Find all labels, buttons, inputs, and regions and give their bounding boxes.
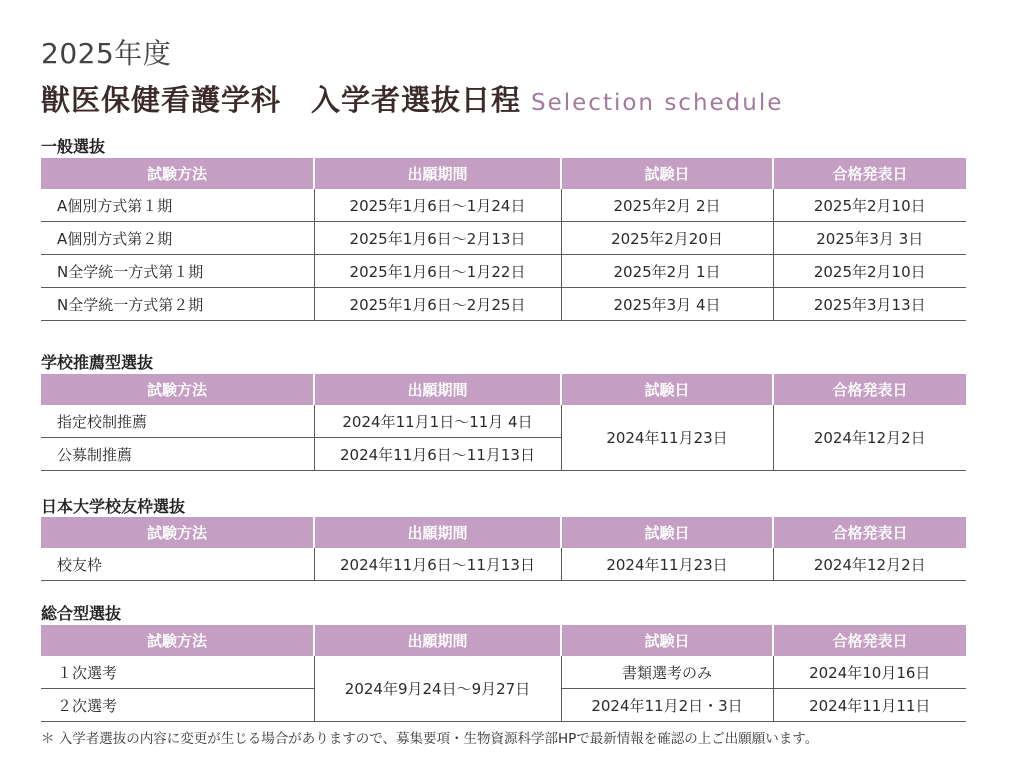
schedule-table-alumni xyxy=(41,517,966,581)
section-title-general: 一般選抜 xyxy=(41,137,106,156)
period-cell: 2024年11月1日〜11月 4日 xyxy=(314,405,561,438)
title-row xyxy=(41,78,783,119)
column-header-exam-date: 試験日 xyxy=(561,625,773,656)
method-cell: 校友枠 xyxy=(41,548,314,581)
exam-date-cell: 2024年11月2日・3日 xyxy=(561,689,773,722)
exam-date-cell: 2025年2月 2日 xyxy=(561,189,773,222)
schedule-table-comprehensive xyxy=(41,625,966,722)
table-row xyxy=(41,222,966,255)
column-header-period: 出願期間 xyxy=(314,158,561,189)
result-date-cell: 2025年2月10日 xyxy=(773,255,966,288)
section-title-comprehensive: 総合型選抜 xyxy=(41,604,122,623)
exam-date-cell: 2025年2月 1日 xyxy=(561,255,773,288)
period-cell: 2024年11月6日〜11月13日 xyxy=(314,438,561,471)
period-cell: 2024年9月24日〜9月27日 xyxy=(314,656,561,722)
section-title-alumni: 日本大学校友枠選抜 xyxy=(41,497,186,516)
column-header-result-date: 合格発表日 xyxy=(773,374,966,405)
table-header-row xyxy=(41,625,966,656)
column-header-period: 出願期間 xyxy=(314,517,561,548)
page-title: 獣医保健看護学科 入学者選抜日程 xyxy=(41,83,522,117)
table-row xyxy=(41,189,966,222)
method-cell: N全学統一方式第１期 xyxy=(41,255,314,288)
exam-date-cell: 書類選考のみ xyxy=(561,656,773,689)
table-row xyxy=(41,255,966,288)
table-header-row xyxy=(41,517,966,548)
exam-date-cell: 2024年11月23日 xyxy=(561,405,773,471)
column-header-period: 出願期間 xyxy=(314,625,561,656)
table-row xyxy=(41,656,966,689)
table-row xyxy=(41,288,966,321)
table-row xyxy=(41,405,966,438)
result-date-cell: 2025年3月 3日 xyxy=(773,222,966,255)
method-cell: 指定校制推薦 xyxy=(41,405,314,438)
schedule-table-general xyxy=(41,158,966,321)
year-label: 2025年度 xyxy=(41,37,172,70)
table-header-row xyxy=(41,374,966,405)
result-date-cell: 2024年10月16日 xyxy=(773,656,966,689)
page-subtitle: Selection schedule xyxy=(531,90,784,116)
result-date-cell: 2025年2月10日 xyxy=(773,189,966,222)
method-cell: 公募制推薦 xyxy=(41,438,314,471)
period-cell: 2025年1月6日〜1月24日 xyxy=(314,189,561,222)
column-header-exam-date: 試験日 xyxy=(561,158,773,189)
column-header-period: 出願期間 xyxy=(314,374,561,405)
section-title-school-recommendation: 学校推薦型選抜 xyxy=(41,353,154,372)
column-header-result-date: 合格発表日 xyxy=(773,517,966,548)
table-row xyxy=(41,548,966,581)
result-date-cell: 2024年12月2日 xyxy=(773,405,966,471)
method-cell: ２次選考 xyxy=(41,689,314,722)
exam-date-cell: 2025年2月20日 xyxy=(561,222,773,255)
column-header-method: 試験方法 xyxy=(41,625,314,656)
method-cell: A個別方式第１期 xyxy=(41,189,314,222)
period-cell: 2024年11月6日〜11月13日 xyxy=(314,548,561,581)
column-header-method: 試験方法 xyxy=(41,517,314,548)
result-date-cell: 2025年3月13日 xyxy=(773,288,966,321)
result-date-cell: 2024年11月11日 xyxy=(773,689,966,722)
period-cell: 2025年1月6日〜1月22日 xyxy=(314,255,561,288)
column-header-exam-date: 試験日 xyxy=(561,374,773,405)
column-header-exam-date: 試験日 xyxy=(561,517,773,548)
result-date-cell: 2024年12月2日 xyxy=(773,548,966,581)
column-header-result-date: 合格発表日 xyxy=(773,625,966,656)
column-header-method: 試験方法 xyxy=(41,374,314,405)
column-header-method: 試験方法 xyxy=(41,158,314,189)
column-header-result-date: 合格発表日 xyxy=(773,158,966,189)
exam-date-cell: 2024年11月23日 xyxy=(561,548,773,581)
method-cell: １次選考 xyxy=(41,656,314,689)
method-cell: N全学統一方式第２期 xyxy=(41,288,314,321)
footnote: ＊ 入学者選抜の内容に変更が生じる場合がありますので、募集要項・生物資源科学部HPで最新情報を確認の上ご出願願います。 xyxy=(41,731,819,747)
exam-date-cell: 2025年3月 4日 xyxy=(561,288,773,321)
schedule-table-school-recommendation xyxy=(41,374,966,471)
period-cell: 2025年1月6日〜2月13日 xyxy=(314,222,561,255)
table-header-row xyxy=(41,158,966,189)
method-cell: A個別方式第２期 xyxy=(41,222,314,255)
period-cell: 2025年1月6日〜2月25日 xyxy=(314,288,561,321)
